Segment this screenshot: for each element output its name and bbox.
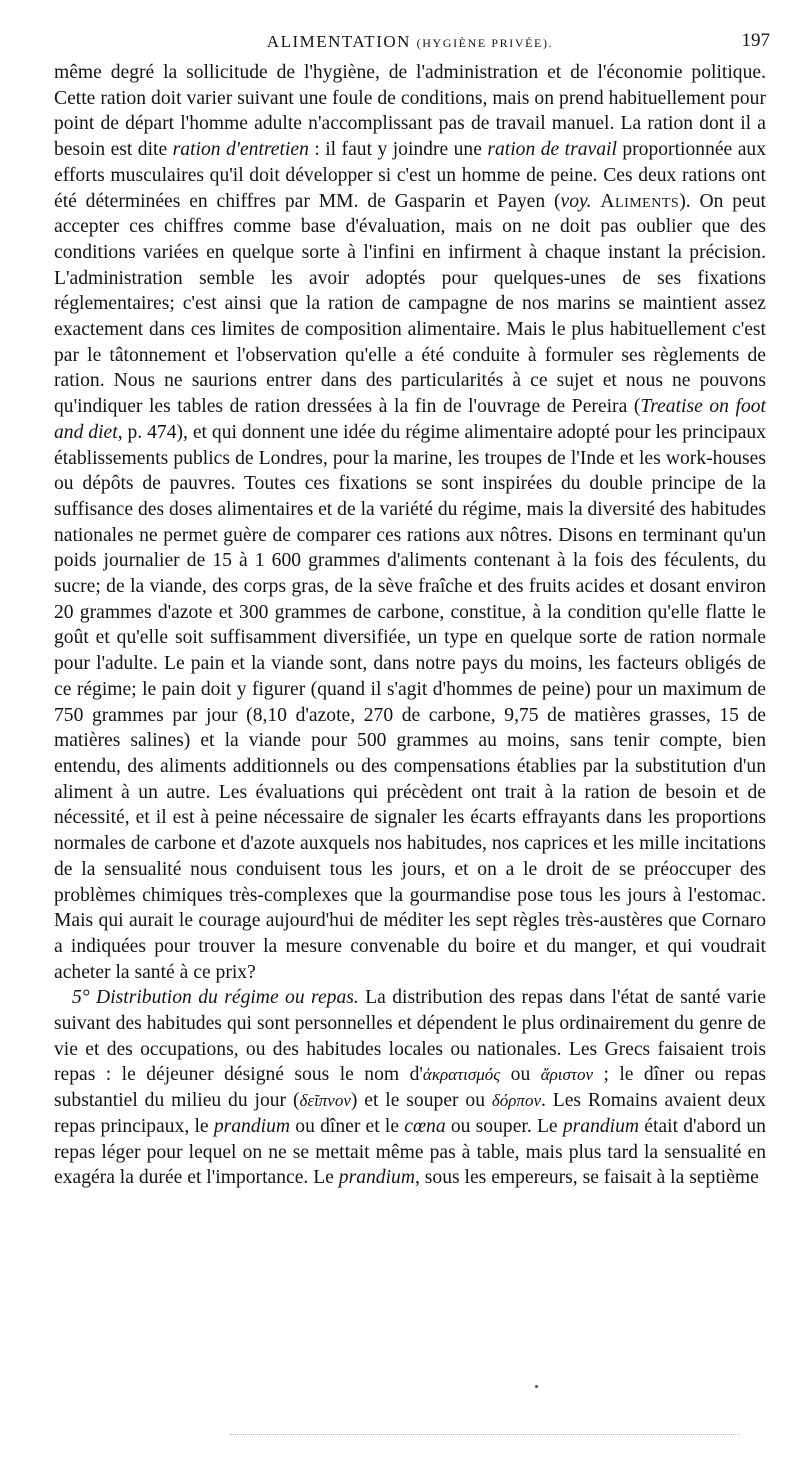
greek-word-ariston: ἄριστον	[540, 1065, 594, 1085]
text-run: ou souper. Le	[445, 1115, 563, 1137]
term-prandium: prandium	[338, 1167, 415, 1189]
term-prandium: prandium	[562, 1115, 640, 1137]
running-title	[54, 32, 766, 52]
book-page	[54, 30, 770, 1191]
text-run: , p. 474), et qui donnent une idée du régime alimentaire adopté pour les principaux établissements publics de Londres, pour la marine, les troupes de l'Inde et les work-houses ou dépôts de pauvres. Toutes ces fixations se sont inspirées du double principe de la suffisance des doses alimentaires et de la variété du régime, mais la diversité des habitudes nationales ne permet guère de comparer ces rations aux nôtres. Disons en terminant qu'un poids journalier de 15 à 1 600 grammes d'aliments contenant à la fois des féculents, du sucre; de la viande, des corps gras, de la sève fraîche et des fruits acides et dosant environ 20 grammes d'azote et 300 grammes de carbone, constitue, à la condition qu'elle flatte le goût et qu'elle soit suffisamment diversifiée, un type en quelque sorte de ration normale pour l'adulte. Le pain et la viande sont, dans notre pays du moins, les facteurs obligés de ce régime; le pain doit y figurer (quand il s'agit d'hommes de peine) pour un maximum de 750 grammes par jour (8,10 d'azote, 270 de carbone, 9,75 de matières grasses, 15 de matières salines) et la viande pour 500 grammes au moins, sans tenir compte, bien entendu, des aliments additionnels ou des compensations établies par la substitution d'un aliment à un autre. Les évaluations qui précèdent ont trait à la ration de besoin et de nécessité, et il est à peine nécessaire de signaler les écarts effrayants dans les proportions normales de carbone et d'azote auxquels nos habitudes, nos caprices et les mille incitations de la sensualité nous conduisent tous les jours, et on a le droit de se préoccuper des problèmes chimiques très-complexes que la gourmandise pose tous les jours à l'estomac. Mais qui aurait le courage aujourd'hui de méditer les sept règles très-austères que Cornaro a indiquées pour trouver la mesure convenable du boire et du manger, et qui voudrait acheter la santé à ce prix?	[54, 421, 767, 983]
text-run: ou	[500, 1064, 541, 1086]
greek-word-akratismos: ἀκρατισμός	[422, 1065, 501, 1085]
running-header	[54, 30, 770, 60]
bleed-through-marks	[230, 1434, 740, 1439]
term-ration-entretien: ration d'entretien	[172, 139, 309, 161]
body-text	[54, 60, 766, 1191]
text-run: ; le dîner ou repas substantiel du milieu du jour (	[54, 1064, 766, 1112]
greek-word-dorpon: δόρπον	[491, 1091, 541, 1111]
term-ration-travail: ration de travail	[487, 139, 617, 161]
text-run: ). On peut accepter ces chiffres comme base d'évaluation, mais on ne doit pas oublier que des conditions variées en quelque sorte à l'infini en infirment à chaque instant la précision. L'administration semble les avoir adoptés pour quelques-unes de ses fixations réglementaires; c'est ainsi que la ration de campagne de nos marins se maintient assez exactement dans ces limites de composition alimentaire. Mais le plus habituellement c'est par le tâtonnement et l'observation qu'elle a été conduite à formuler ses règlements de ration. Nous ne saurions entrer dans des particularités à ce sujet et nous ne pouvons qu'indiquer les tables de ration dressées à la fin de l'ouvrage de Pereira (	[54, 190, 766, 418]
paragraph-distribution-repas	[54, 985, 766, 1191]
text-run: : il faut y joindre une	[308, 139, 488, 161]
text-run: même degré la sollicitude de l'hygiène, de l'administration et de l'économie politique. Cette ration doit varier suivant une foule de conditions, mais on prend habituellement pour point de départ l'homme adulte n'accomplissant pas de travail manuel. La ration dont il a besoin est dite	[54, 62, 766, 161]
print-speck	[535, 1385, 538, 1388]
cross-ref-voy: voy.	[560, 190, 592, 212]
section-heading: 5° Distribution du régime ou repas.	[72, 987, 359, 1009]
book-title-pereira: Treatise on foot and diet	[54, 396, 766, 443]
term-prandium: prandium	[213, 1115, 291, 1137]
text-run: ) et le souper ou	[350, 1090, 492, 1112]
cross-ref-aliments: Aliments	[600, 190, 680, 212]
text-run: La distribution des repas dans l'état de santé varie suivant des habitudes qui sont personnelles et dépendent le plus ordinairement du genre de vie et des occupations, ou des habitudes locales ou nationales. Les Grecs faisaient trois repas : le déjeuner désigné sous le nom d'	[54, 987, 766, 1086]
text-run: ou dîner et le	[290, 1115, 405, 1137]
paragraph-ration	[54, 60, 766, 985]
text-run: , sous les empereurs, se faisait à la septième	[414, 1167, 759, 1189]
term-coena: cœna	[404, 1115, 446, 1137]
greek-word-deipnon: δεῖπνον	[299, 1091, 351, 1111]
text-run: était d'abord un repas léger pour lequel on ne se mettait même pas à table, mais plus tard la sensualité en exagéra la durée et l'importance. Le	[54, 1115, 766, 1189]
running-title-subtitle: (HYGIÈNE PRIVÉE).	[416, 36, 554, 50]
running-title-main: ALIMENTATION	[266, 32, 411, 51]
page-number: 197	[741, 30, 770, 51]
text-run: . Les Romains avaient deux repas principaux, le	[54, 1090, 766, 1137]
text-run: proportionnée aux efforts musculaires qu'il doit développer si c'est un homme de peine. Ces deux rations ont été déterminées en chiffres par MM. de Gasparin et Payen (	[54, 139, 766, 212]
